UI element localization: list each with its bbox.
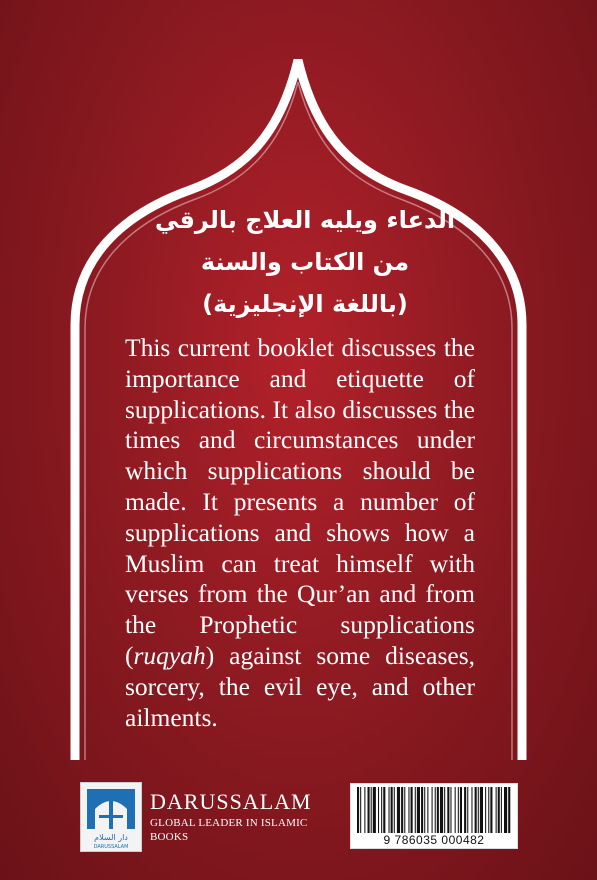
barcode-bar xyxy=(427,787,428,833)
barcode-bar xyxy=(421,787,423,833)
description-paragraph xyxy=(125,333,475,733)
description-text-end: ) against some diseases, sorcery, the evil eye, and other ailments. xyxy=(125,640,475,732)
barcode-bar xyxy=(485,787,486,833)
barcode-bar xyxy=(360,787,361,833)
barcode-bar xyxy=(408,787,409,833)
barcode-bar xyxy=(391,787,393,833)
barcode-bar xyxy=(417,787,420,833)
barcode-bar xyxy=(501,787,502,833)
description-italic-term: ruqyah xyxy=(133,640,206,670)
barcode-bar xyxy=(411,787,413,833)
barcode-bar xyxy=(435,787,436,833)
barcode-bar xyxy=(364,787,365,833)
description-text-start: This current booklet discusses the importance and etiquette of supplications. It also discusses the times and circumstances under which supplications should be made. It presents a number of supplications and shows how a Muslim can treat himself with verses from the Qur’an and from the Prophetic supplications ( xyxy=(125,333,475,670)
barcode-number: 9 786035 000482 xyxy=(383,833,485,847)
mosque-logo-icon xyxy=(81,783,141,851)
barcode-bar xyxy=(496,787,497,833)
barcode-bar xyxy=(490,787,492,833)
barcode-bar xyxy=(415,787,416,833)
barcode-bar xyxy=(450,787,451,833)
publisher-name: DARUSSALAM xyxy=(150,789,312,814)
barcode-bar xyxy=(498,787,500,833)
barcode-bar xyxy=(464,787,466,833)
arabic-title-line-1: الدعاء ويليه العلاج بالرقي xyxy=(154,206,456,234)
barcode-bar xyxy=(460,787,462,833)
barcode-bar xyxy=(371,787,372,833)
arabic-title-line-2: من الكتاب والسنة xyxy=(200,248,410,276)
barcode-bar xyxy=(394,787,395,833)
barcode-bar xyxy=(455,787,456,833)
barcode-bar xyxy=(471,787,472,833)
barcode-bar xyxy=(381,787,382,833)
barcode-bar xyxy=(508,787,510,833)
barcode-bar xyxy=(432,787,433,833)
barcode-bar xyxy=(488,787,489,833)
arabic-title-line-3: (باللغة الإنجليزية) xyxy=(202,290,408,318)
publisher-tagline: GLOBAL LEADER IN ISLAMIC BOOKS xyxy=(150,817,308,843)
publisher-logo xyxy=(80,782,142,852)
barcode-bar xyxy=(475,787,477,833)
logo-latin-text: DARUSSALAM xyxy=(93,844,129,850)
barcode-bar xyxy=(368,787,370,833)
barcode-bar xyxy=(440,787,443,833)
barcode-bar xyxy=(357,787,359,833)
barcode-bar xyxy=(504,787,507,833)
barcode-bar xyxy=(437,787,439,833)
barcode-bar xyxy=(480,787,483,833)
barcode-bar xyxy=(378,787,379,833)
barcode-bar xyxy=(373,787,376,833)
isbn-barcode xyxy=(350,783,518,849)
barcode-bar xyxy=(478,787,479,833)
barcode-bar xyxy=(447,787,449,833)
barcode-bar xyxy=(444,787,445,833)
barcode-bars xyxy=(353,787,515,835)
barcode-bar xyxy=(397,787,400,833)
barcode-bar xyxy=(383,787,385,833)
barcode-bar xyxy=(458,787,459,833)
barcode-bar xyxy=(424,787,425,833)
barcode-bar xyxy=(467,787,468,833)
publisher-brand xyxy=(150,788,340,844)
barcode-bar xyxy=(404,787,405,833)
barcode-bar xyxy=(401,787,403,833)
logo-arabic-text: دار السلام xyxy=(94,833,128,842)
barcode-bar xyxy=(389,787,390,833)
